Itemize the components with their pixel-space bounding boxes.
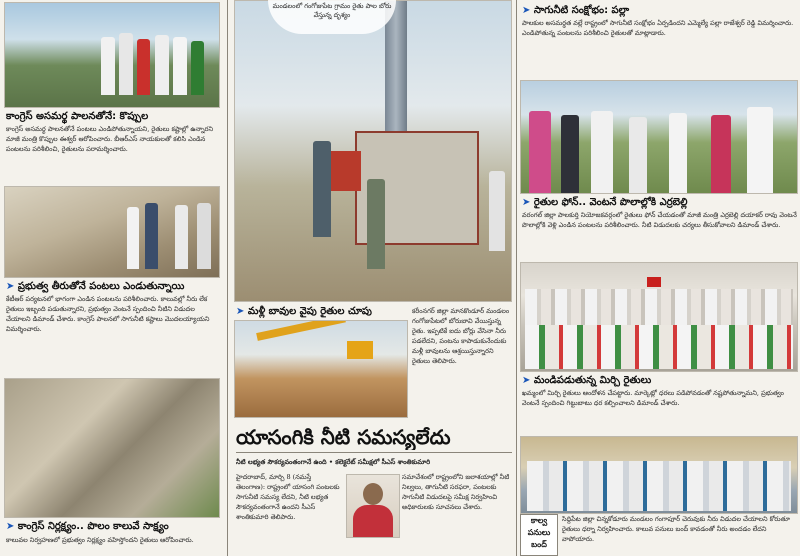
middle-column	[232, 0, 514, 556]
mid-story1-headline	[236, 305, 416, 319]
headline-rule	[236, 452, 512, 453]
right-story3-headline-text: మండిపడుతున్న మిర్చి రైతులు	[533, 375, 652, 386]
top-caption: మండలంలో గంగోజుపేట గ్రామం రైతు పాల బోరు వేస్తున్న దృశ్యం	[268, 0, 396, 34]
excavator-cab	[347, 341, 373, 359]
column-rule-left	[227, 0, 228, 556]
kalva-tag-bottom: బంద్	[531, 540, 547, 549]
right-story1-body: పాలకుల అసమర్థత వల్లే రాష్ట్రంలో సాగునీటి సంక్షోభం ఏర్పడిందని ఎమ్మెల్యే పల్లా రాజేశ్వర్ రెడ్డి విమర్శించారు. ఎండిపోతున్న పంటలను పరిశీలించి రైతులతో మాట్లాడారు.	[522, 19, 794, 37]
dharna-row	[527, 461, 791, 511]
photo-excavator	[234, 320, 408, 418]
right-column	[518, 0, 800, 556]
arrow-icon: ➤	[6, 521, 15, 532]
right-story1-headline-text: సాగునీటి సంక్షోభం: పల్లా	[533, 5, 630, 16]
right-story1-headline	[522, 4, 798, 18]
protest-row-front	[525, 325, 793, 369]
main-body-b: సమావేశంలో రాష్ట్రంలోని జలాశయాల్లో నీటి నిల్వలు, తాగునీటి సరఫరా, పంటలకు సాగునీటి విడుదలపై సమీక్ష నిర్వహించి అధికారులకు సూచనలు చేశారు.	[402, 473, 510, 511]
portrait-saree	[353, 505, 393, 537]
flag-red	[647, 277, 661, 287]
right-story2-headline-text: రైతుల ఫోన్.. వెంటనే పొలాల్లోకి ఎర్రబెల్లి	[533, 197, 688, 208]
story2-body: కేటీఆర్ పర్యటనలో భాగంగా ఎండిన పంటలను పరిశీలించారు. కాలువల్లో నీరు లేక రైతులు ఇబ్బంది పడుతున్నారని, ప్రభుత్వం వెంటనే స్పందించి నీటిని విడుదల చేయాలని డిమాండ్ చేశారు. కాంగ్రెస్ పాలనలో సాగునీటి కష్టాలు మొదలయ్యాయని విమర్శించారు.	[6, 295, 210, 333]
arrow-icon: ➤	[522, 5, 531, 16]
main-body-a: హైదరాబాద్, మార్చి 8 (నమస్తే తెలంగాణ): రాష్ట్రంలో యాసంగి పంటలకు సాగునీటి సమస్య లేదని, నీటి లభ్యత సౌకర్యవంతంగానే ఉందని సీఎస్ శాంతికుమారి తెలిపారు.	[236, 473, 340, 521]
column-rule-right	[516, 0, 517, 556]
photo-dharna-seated	[520, 436, 798, 514]
portrait-head	[363, 483, 383, 505]
right-story2-headline	[522, 196, 798, 210]
protest-row-back	[525, 289, 793, 327]
arrow-icon: ➤	[6, 281, 15, 292]
right-story2-body: వరంగల్ జిల్లా పాలకుర్తి నియోజకవర్గంలో రైతులు ఫోన్ చేయడంతో మాజీ మంత్రి ఎర్రబెల్లి దయాకర్ రావు వెంటనే పొలాల్లోకి వెళ్లి ఎండిన పంటలను పరిశీలించారు. నీటి విడుదలకు చర్యలు తీసుకోవాలని డిమాండ్ చేశారు.	[522, 211, 797, 229]
arrow-icon: ➤	[236, 306, 245, 317]
story3-body: కాలువల నిర్వహణలో ప్రభుత్వం నిర్లక్ష్యం వహిస్తోందని రైతులు ఆరోపించారు.	[6, 536, 194, 544]
mid-story1-body-right: కరీంనగర్ జిల్లా మానకొండూర్ మండలం గంగోజుపేటలో బోరుబావి వేయిస్తున్న రైతు. ఇప్పటికే ఐదు బోర్లు వేసినా నీరు పడలేదని, పంటను కాపాడుకునేందుకు మళ్లీ బావులను ఆశ్రయిస్తున్నారని రైతులు తెలిపారు.	[412, 307, 510, 365]
mid-story1-headline-text: మళ్లీ బావుల వైపు రైతుల చూపు	[247, 306, 372, 317]
story2-headline-text: ప్రభుత్వ తీరుతోనే పంటలు ఎండుతున్నాయి	[17, 281, 185, 292]
photo-dry-canal	[4, 378, 220, 518]
main-headline: యాసంగికి నీటి సమస్యలేదు	[236, 425, 451, 449]
right-story3-body: ఖమ్మంలో మిర్చి రైతులు ఆందోళన చేపట్టారు. మార్కెట్లో ధరలు పడిపోవడంతో నష్టపోతున్నామని, ప్రభుత్వం వెంటనే స్పందించి గిట్టుబాటు ధర కల్పించాలని డిమాండ్ చేశారు.	[522, 389, 784, 407]
story1-body: కాంగ్రెస్ అసమర్థ పాలనతోనే పంటలు ఎండిపోతున్నాయని, రైతులు కష్టాల్లో ఉన్నారని మాజీ మంత్రి కొప్పుల ఈశ్వర్ ఆరోపించారు. బీఆర్ఎస్ నాయకులతో కలిసి ఎండిన పంటలను పరిశీలించి, రైతులను పరామర్శించారు.	[6, 125, 214, 153]
right-story4-body: సిద్దిపేట జిల్లా చిన్నకోడూరు మండలం గంగాపూర్ చెరువుకు నీరు విడుదల చేయాలని కోరుతూ రైతులు ధర్నా నిర్వహించారు. కాలువ పనులు బంద్ కావడంతో నీరు అందడం లేదని వాపోయారు.	[562, 515, 790, 543]
kalva-tag-mid: పనులు	[527, 528, 551, 537]
arrow-icon: ➤	[522, 375, 531, 386]
story3-headline-text: కాంగ్రెస్ నిర్లక్ష్యం.. పొలం కాలువే సాక్ష్యం	[17, 521, 169, 532]
photo-cs-portrait	[346, 474, 400, 538]
photo-chilli-farmers-protest	[520, 262, 798, 372]
excavator-arm	[256, 320, 346, 341]
story3-headline	[6, 520, 218, 534]
photo-borewell-rig	[234, 0, 512, 302]
rig-panel	[331, 151, 361, 191]
arrow-icon: ➤	[522, 197, 531, 208]
photo-farmers-crowd	[4, 2, 220, 108]
kalva-tag-top: కాల్వ	[530, 516, 548, 525]
kalva-tag	[520, 514, 558, 556]
story2-headline	[6, 280, 218, 294]
story1-headline: కాంగ్రెస్ అసమర్థ పాలనతోనే: కొప్పుల	[6, 111, 149, 122]
main-subhead: నీటి లభ్యత సౌకర్యవంతంగానే ఉంది • కలెక్టరేట్ సమీక్షలో సీఎస్ శాంతికుమారి	[236, 458, 431, 466]
photo-palla-field	[520, 80, 798, 194]
left-column	[0, 0, 222, 556]
right-story3-headline	[522, 374, 798, 388]
photo-canal-officials	[4, 186, 220, 278]
